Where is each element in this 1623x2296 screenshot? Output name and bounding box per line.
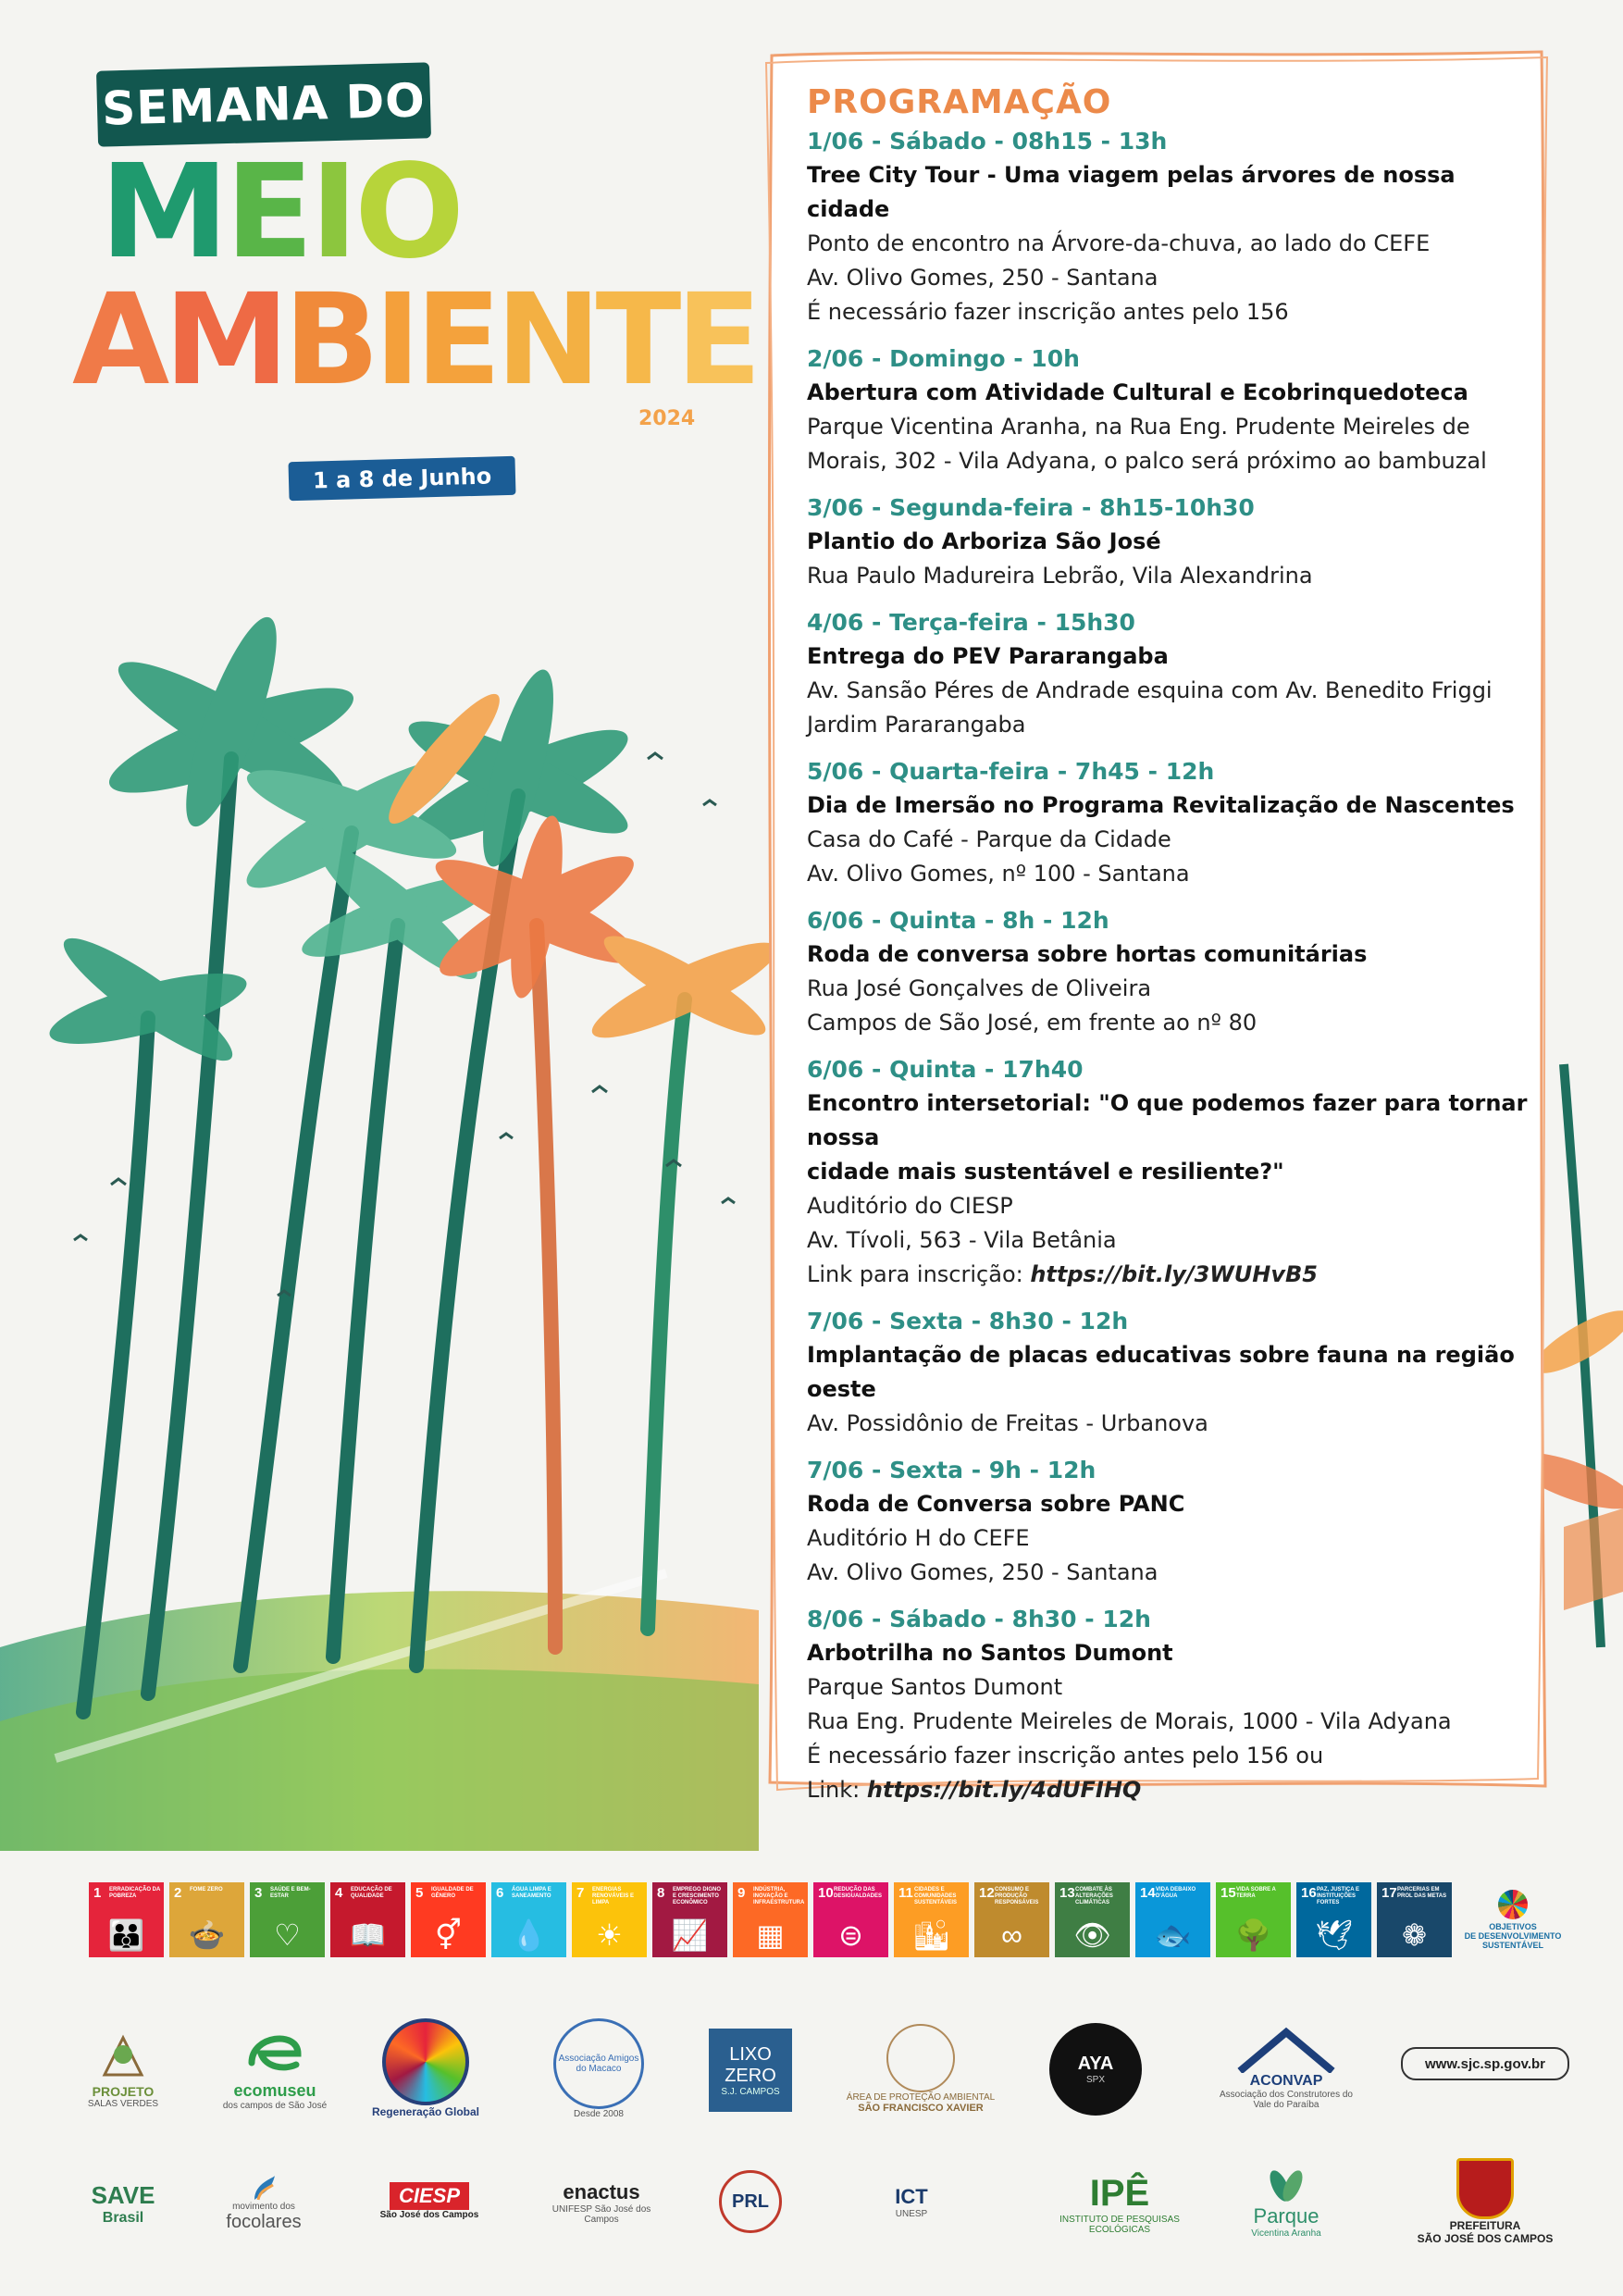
infinity-icon: ∞ <box>1001 1918 1022 1952</box>
logo-ict-unesp: ICT UNESP <box>895 2184 928 2219</box>
ods-logo <box>1457 1882 1568 1957</box>
event-detail: Auditório do CIESP <box>807 1193 1013 1219</box>
dove-icon: 🕊 <box>1315 1918 1353 1952</box>
logo-parque-vicentina-aranha: Parque Vicentina Aranha <box>1231 2156 1342 2249</box>
event-item <box>807 1305 1529 1441</box>
people-icon: 👪 <box>107 1918 145 1952</box>
title-year: 2024 <box>638 407 696 430</box>
ods-tile: 14 VIDA DEBAIXO D'ÁGUA 🐟 <box>1135 1882 1210 1957</box>
tree-icon <box>95 2029 151 2084</box>
event-title: Entrega do PEV Pararangaba <box>807 643 1169 669</box>
ods-tile: 6 ÁGUA LIMPA E SANEAMENTO 💧 <box>491 1882 566 1957</box>
ods-strip <box>89 1882 1568 1957</box>
event-item <box>807 1454 1529 1590</box>
dates-badge: 1 a 8 de Junho <box>288 456 515 501</box>
equality-icon: ⊜ <box>838 1918 863 1952</box>
registration-link[interactable]: https://bit.ly/4dUFIHQ <box>866 1777 1142 1803</box>
ods-tile: 12 CONSUMO E PRODUÇÃO RESPONSÁVEIS ∞ <box>974 1882 1049 1957</box>
sdg-wheel-icon <box>1498 1890 1528 1919</box>
event-title: Dia de Imersão no Programa Revitalização de Nascentes <box>807 792 1515 818</box>
event-detail: Av. Tívoli, 563 - Vila Betânia <box>807 1227 1117 1253</box>
event-title: Tree City Tour - Uma viagem pelas árvores de nossa cidade <box>807 162 1456 222</box>
registration-link[interactable]: https://bit.ly/3WUHvB5 <box>1030 1261 1318 1287</box>
leaf-e-icon <box>242 2026 307 2081</box>
fish-icon: 🐟 <box>1154 1918 1192 1952</box>
event-item <box>807 342 1529 478</box>
link-label: Link: <box>807 1777 867 1803</box>
logo-ipe: IPÊ INSTITUTO DE PESQUISAS ECOLÓGICAS <box>1059 2172 1180 2235</box>
ods-tile: 8 EMPREGO DIGNO E CRESCIMENTO ECONÔMICO 📈 <box>652 1882 727 1957</box>
cubes-icon: ▦ <box>756 1918 785 1952</box>
link-label: Link para inscrição: <box>807 1261 1031 1287</box>
ods-tile: 10 REDUÇÃO DAS DESIGUALDADES ⊜ <box>813 1882 888 1957</box>
logo-lixo-zero: LIXO ZERO S.J. CAMPOS <box>709 2029 792 2112</box>
city-coat-of-arms-icon <box>1456 2158 1514 2219</box>
book-icon: 📖 <box>349 1918 387 1952</box>
event-link-line <box>807 1258 1529 1292</box>
programacao-title: PROGRAMAÇÃO <box>807 83 1112 121</box>
event-item <box>807 125 1529 329</box>
prl-ring-icon: PRL <box>719 2170 782 2233</box>
logo-salas-verdes: PROJETO SALAS VERDES <box>81 2017 165 2119</box>
water-drop-icon: 💧 <box>510 1918 548 1952</box>
event-title: cidade mais sustentável e resiliente?" <box>807 1159 1284 1185</box>
logo-prl <box>709 2169 792 2234</box>
event-detail: Av. Possidônio de Freitas - Urbanova <box>807 1410 1208 1436</box>
ods-tile: 11 CIDADES E COMUNIDADES SUSTENTÁVEIS 🏙 <box>894 1882 969 1957</box>
logo-aconvap: ACONVAP Associação dos Construtores do Vale do Paraíba <box>1212 2017 1360 2119</box>
ods-tile: 13 COMBATE ÀS ALTERAÇÕES CLIMÁTICAS 👁 <box>1055 1882 1130 1957</box>
ods-tile: 4 EDUCAÇÃO DE QUALIDADE 📖 <box>330 1882 405 1957</box>
event-detail: Rua Paulo Madureira Lebrão, Vila Alexandrina <box>807 563 1313 589</box>
ods-tile: 15 VIDA SOBRE A TERRA 🌳 <box>1216 1882 1291 1957</box>
heartbeat-icon: ♡ <box>274 1918 301 1952</box>
title-semana-do: SEMANA DO <box>96 62 431 146</box>
ods-tile: 3 SAÚDE E BEM-ESTAR ♡ <box>250 1882 325 1957</box>
event-detail: Av. Olivo Gomes, nº 100 - Santana <box>807 861 1190 887</box>
event-title: Implantação de placas educativas sobre fauna na região oeste <box>807 1342 1515 1402</box>
logo-aya-spx: AYA SPX <box>1049 2023 1142 2116</box>
gender-icon: ⚥ <box>435 1918 462 1952</box>
tree-icon: 🌳 <box>1234 1918 1272 1952</box>
event-item <box>807 606 1529 742</box>
title-meio: MEIO <box>100 137 462 288</box>
event-detail: É necessário fazer inscrição antes pelo 156 ou <box>807 1743 1324 1769</box>
flame-icon <box>245 2174 282 2202</box>
event-date: 2/06 - Domingo - 10h <box>807 345 1080 372</box>
ods-tile: 1 ERRADICAÇÃO DA POBREZA 👪 <box>89 1882 164 1957</box>
ods-logo-text: OBJETIVOS DE DESENVOLVIMENTO SUSTENTÁVEL <box>1464 1922 1562 1950</box>
title-ambiente: AMBIENTE <box>72 267 757 414</box>
event-date: 4/06 - Terça-feira - 15h30 <box>807 609 1135 636</box>
logo-focolares: movimento dos focolares <box>204 2162 324 2245</box>
logo-enactus: enactus UNIFESP São José dos Campos <box>551 2180 651 2225</box>
bowl-icon: 🍲 <box>188 1918 226 1952</box>
event-detail: Parque Vicentina Aranha, na Rua Eng. Prudente Meireles de <box>807 414 1470 440</box>
logo-apa-sfx: ÁREA DE PROTEÇÃO AMBIENTAL SÃO FRANCISCO XAVIER <box>842 2017 999 2119</box>
ods-tile: 9 INDÚSTRIA, INOVAÇÃO E INFRAESTRUTURA ▦ <box>733 1882 808 1957</box>
event-detail: Parque Santos Dumont <box>807 1674 1063 1700</box>
event-date: 6/06 - Quinta - 17h40 <box>807 1056 1084 1083</box>
event-detail: É necessário fazer inscrição antes pelo 156 <box>807 299 1289 325</box>
website-url[interactable]: www.sjc.sp.gov.br <box>1401 2047 1569 2080</box>
event-title: Plantio do Arboriza São José <box>807 528 1161 554</box>
monkey-badge-icon <box>886 2024 955 2092</box>
event-date: 1/06 - Sábado - 08h15 - 13h <box>807 128 1168 155</box>
flower-icon: ❁ <box>1402 1918 1427 1952</box>
event-title: Roda de Conversa sobre PANC <box>807 1491 1185 1517</box>
eye-globe-icon: 👁 <box>1073 1918 1111 1952</box>
growth-chart-icon: 📈 <box>671 1918 709 1952</box>
sun-icon: ☀ <box>596 1918 623 1952</box>
event-detail: Av. Olivo Gomes, 250 - Santana <box>807 1559 1158 1585</box>
ods-tile: 5 IGUALDADE DE GÊNERO ⚥ <box>411 1882 486 1957</box>
mandala-icon <box>382 2018 469 2105</box>
ods-tile: 16 PAZ, JUSTIÇA E INSTITUIÇÕES FORTES 🕊 <box>1296 1882 1371 1957</box>
event-detail: Rua Eng. Prudente Meireles de Morais, 1000 - Vila Adyana <box>807 1708 1452 1734</box>
event-title: Roda de conversa sobre hortas comunitárias <box>807 941 1368 967</box>
event-title: Encontro intersetorial: "O que podemos fazer para tornar nossa <box>807 1090 1528 1150</box>
event-detail: Rua José Gonçalves de Oliveira <box>807 975 1152 1001</box>
ods-tile: 2 FOME ZERO 🍲 <box>169 1882 244 1957</box>
city-icon: 🏙 <box>912 1918 950 1952</box>
event-item <box>807 491 1529 593</box>
leaves-icon <box>1263 2167 1309 2204</box>
event-detail: Casa do Café - Parque da Cidade <box>807 826 1171 852</box>
event-date: 3/06 - Segunda-feira - 8h15-10h30 <box>807 494 1255 521</box>
logo-regeneracao-global: Regeneração Global <box>370 2017 481 2119</box>
event-item <box>807 755 1529 891</box>
logo-amigos-macaco: Associação Amigos do Macaco Desde 2008 <box>548 2017 650 2119</box>
roof-icon <box>1235 2027 1337 2073</box>
logo-prefeitura-sjc: PREFEITURA SÃO JOSÉ DOS CAMPOS <box>1406 2151 1564 2253</box>
event-detail: Av. Olivo Gomes, 250 - Santana <box>807 265 1158 291</box>
event-detail: Morais, 302 - Vila Adyana, o palco será próximo ao bambuzal <box>807 448 1487 474</box>
event-date: 5/06 - Quarta-feira - 7h45 - 12h <box>807 758 1215 785</box>
logo-ciesp: CIESP São José dos Campos <box>379 2183 479 2220</box>
event-detail: Auditório H do CEFE <box>807 1525 1030 1551</box>
event-date: 6/06 - Quinta - 8h - 12h <box>807 907 1109 934</box>
event-detail: Campos de São José, em frente ao nº 80 <box>807 1010 1258 1036</box>
ods-tile: 7 ENERGIAS RENOVÁVEIS E LIMPA ☀ <box>572 1882 647 1957</box>
logo-save-brasil: SAVE Brasil <box>91 2180 155 2226</box>
event-detail: Jardim Pararangaba <box>807 712 1026 738</box>
event-title: Abertura com Atividade Cultural e Ecobrinquedoteca <box>807 379 1468 405</box>
logo-ecomuseu: ecomuseu dos campos de São José <box>215 2017 335 2119</box>
ods-tile: 17 PARCERIAS EM PROL DAS METAS ❁ <box>1377 1882 1452 1957</box>
event-item <box>807 1053 1529 1292</box>
event-date: 8/06 - Sábado - 8h30 - 12h <box>807 1606 1151 1632</box>
event-item <box>807 1603 1529 1807</box>
event-link-line <box>807 1773 1529 1807</box>
event-item <box>807 904 1529 1040</box>
event-date: 7/06 - Sexta - 8h30 - 12h <box>807 1308 1129 1334</box>
event-title: Arbotrilha no Santos Dumont <box>807 1640 1173 1666</box>
event-date: 7/06 - Sexta - 9h - 12h <box>807 1457 1096 1483</box>
event-detail: Av. Sansão Péres de Andrade esquina com Av. Benedito Friggi <box>807 677 1493 703</box>
event-detail: Ponto de encontro na Árvore-da-chuva, ao lado do CEFE <box>807 230 1431 256</box>
monkey-icon: Associação Amigos do Macaco <box>553 2018 644 2109</box>
programacao-panel <box>759 46 1555 1803</box>
